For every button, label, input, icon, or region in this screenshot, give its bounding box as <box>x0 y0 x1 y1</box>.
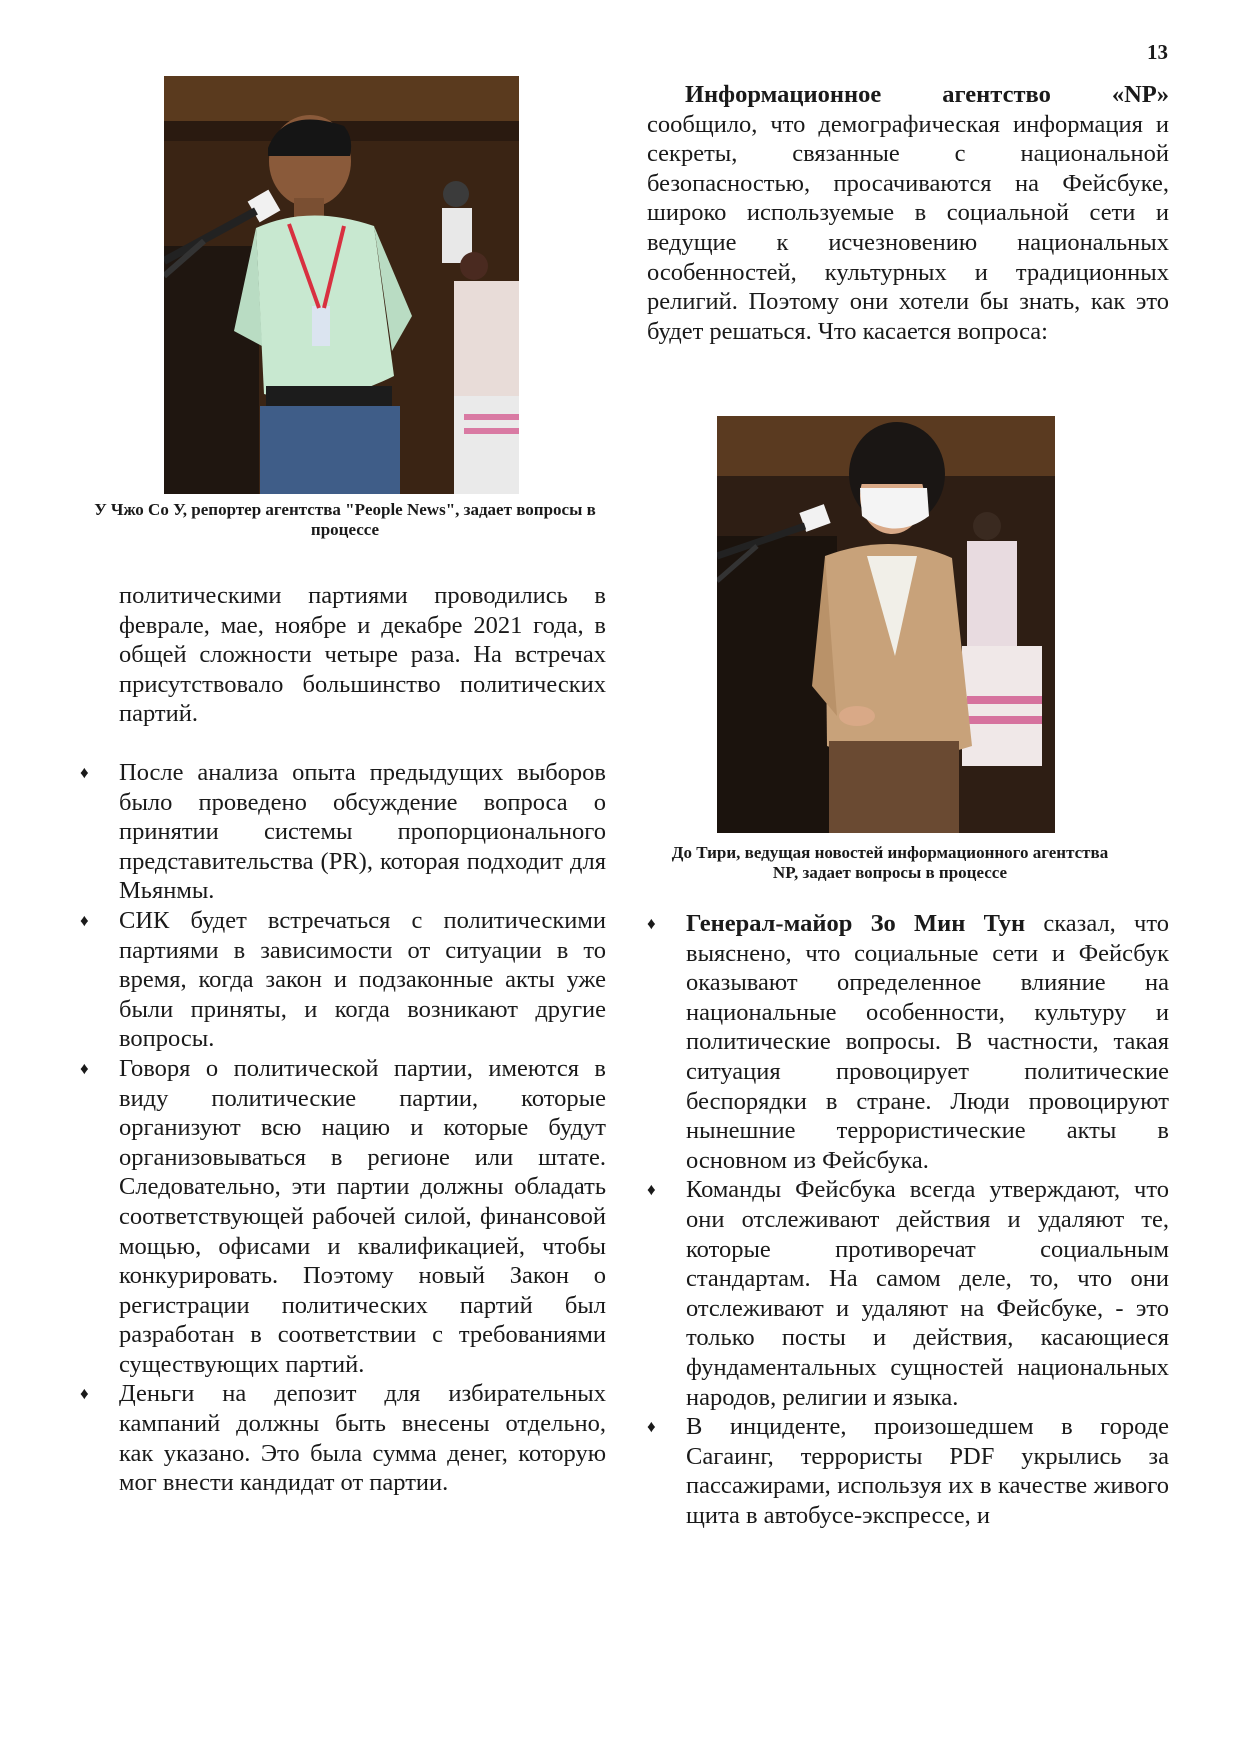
page-number: 13 <box>1147 40 1168 64</box>
list-item-text: Говоря о политической партии, имеются в виду политические партии, которые организуют всю нацию и которые будут организовываться в регионе или штате. Следовательно, эти партии должны обладать соответствующей рабочей силой, финансовой мощью, офисами и квалификацией, чтобы конкурировать. Поэтому новый Закон о регистрации политических партий был разработан в соответствии с требованиями существующих партий. <box>119 1054 606 1378</box>
list-item <box>647 909 1169 1175</box>
speaker-name: Генерал-майор Зо Мин Тун <box>686 910 1026 937</box>
list-item <box>80 906 606 1054</box>
list-item-text: сказал, что выяснено, что социальные сети и Фейсбук оказывают определенное влияние на национальные особенности, культуру и политические вопросы. В частности, такая ситуация провоцирует политические беспорядки в стране. Люди провоцируют нынешние террористические акты в основном из Фейсбука. <box>686 910 1170 1174</box>
left-column-bullet-list <box>80 758 606 1498</box>
list-item-text: Деньги на депозит для избирательных кампаний должны быть внесены отдельно, как указано. Это была сумма денег, которую мог внести кандидат от партии. <box>119 1380 606 1497</box>
news-anchor-photo-caption: До Тири, ведущая новостей информационного агентства NP, задает вопросы в процессе <box>671 843 1109 882</box>
agency-name: Информационное агентство «NP» <box>685 81 1169 108</box>
intro-text: сообщило, что демографическая информация и секреты, связанные с национальной безопасностью, просачиваются на Фейсбуке, широко используемые в социальной сети и ведущие к исчезновению национальных особенностей, культурных и традиционных религий. Поэтому они хотели бы знать, как это будет решаться. Что касается вопроса: <box>647 110 1169 345</box>
diamond-bullet-icon: ♦ <box>80 1384 89 1404</box>
continued-paragraph: политическими партиями проводились в феврале, мае, ноябре и декабре 2021 года, в общей сложности четыре раза. На встречах присутствовало большинство политических партий. <box>119 582 606 728</box>
diamond-bullet-icon: ♦ <box>647 1417 656 1437</box>
diamond-bullet-icon: ♦ <box>647 914 656 933</box>
right-column-bullet-list <box>647 909 1169 1530</box>
left-column-continued-text <box>119 581 606 729</box>
right-column-intro <box>647 80 1169 346</box>
list-item-text: После анализа опыта предыдущих выборов было проведено обсуждение вопроса о принятии системы пропорционального представительства (PR), которая подходит для Мьянмы. <box>119 759 606 905</box>
diamond-bullet-icon: ♦ <box>80 910 89 930</box>
list-item <box>80 1054 606 1380</box>
intro-paragraph <box>647 80 1169 346</box>
reporter-photo <box>164 76 519 494</box>
list-item <box>80 758 606 906</box>
list-item-text: СИК будет встречаться с политическими партиями в зависимости от ситуации в то время, когда закон и подзаконные акты уже были приняты, и когда возникают другие вопросы. <box>119 906 606 1053</box>
diamond-bullet-icon: ♦ <box>80 1058 89 1078</box>
list-item <box>80 1379 606 1497</box>
diamond-bullet-icon: ♦ <box>647 1180 656 1200</box>
news-anchor-photo <box>717 416 1055 833</box>
diamond-bullet-icon: ♦ <box>80 763 89 782</box>
reporter-photo-caption: У Чжо Со У, репортер агентства "People News", задает вопросы в процессе <box>94 500 596 539</box>
list-item <box>647 1412 1169 1530</box>
list-item <box>647 1175 1169 1412</box>
list-item-text: В инциденте, произошедшем в городе Сагаинг, террористы PDF укрылись за пассажирами, используя их в качестве живого щита в автобусе-экспрессе, и <box>686 1413 1169 1529</box>
list-item-text: Команды Фейсбука всегда утверждают, что они отслеживают действия и удаляют те, которые противоречат социальным стандартам. На самом деле, то, что они отслеживают и удаляют на Фейсбуке, - это только посты и действия, касающиеся фундаментальных сущностей национальных народов, религии и языка. <box>686 1176 1169 1411</box>
